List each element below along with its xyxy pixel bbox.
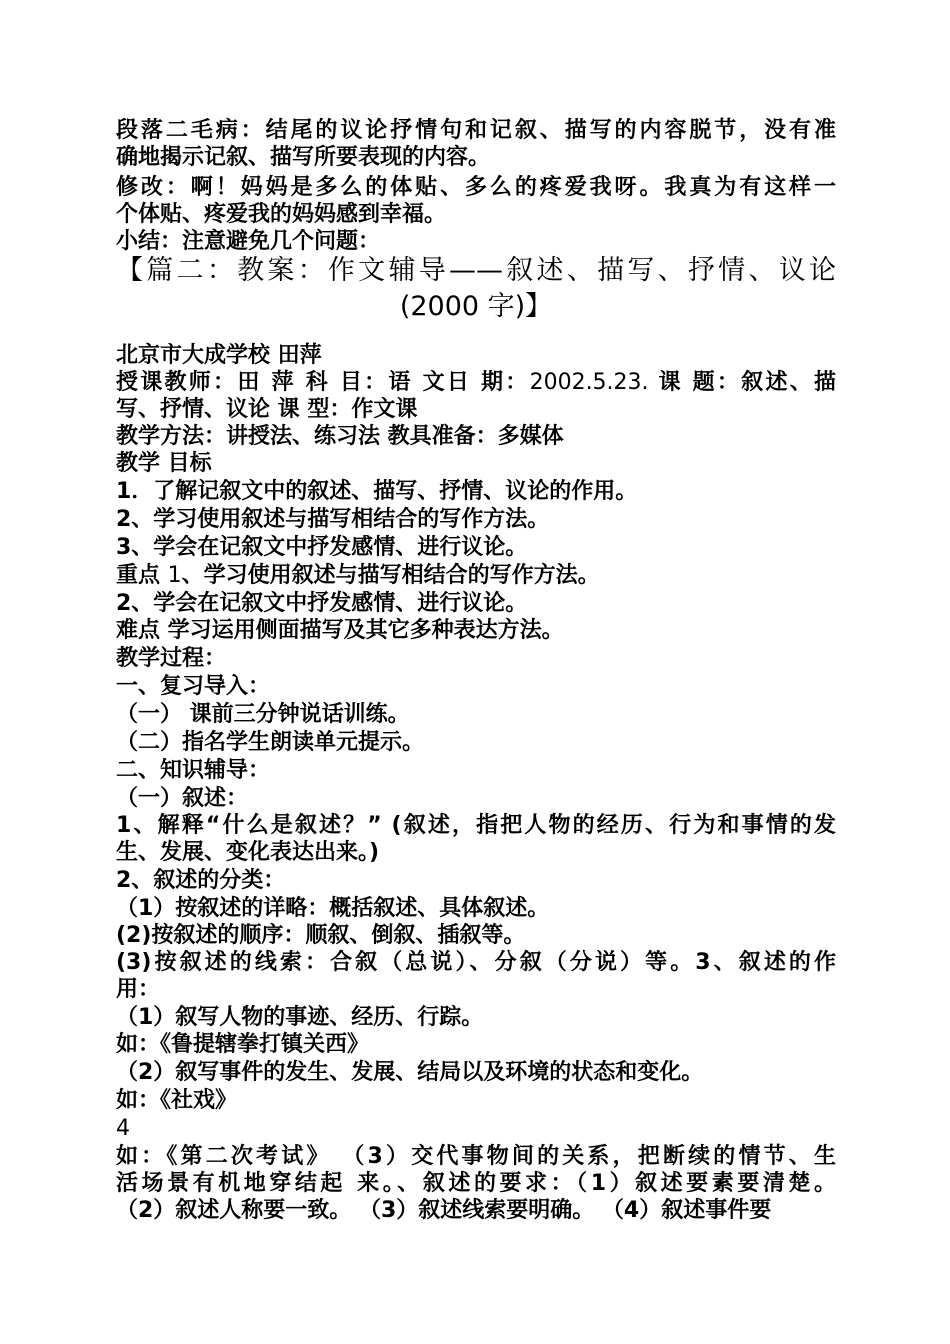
teaching-goal-label: 教学 目标 bbox=[116, 451, 212, 476]
narration-explain-line: 1、解释“什么是叙述？” (叙述，指把人物的经历、行为和事情的发 bbox=[116, 813, 836, 838]
lesson-info-part2: 课 题：叙述、描 bbox=[648, 370, 836, 395]
section-review: 一、复习导入： bbox=[116, 674, 271, 699]
key-point-2: 2、学会在记叙文中抒发感情、进行议论。 bbox=[116, 591, 528, 616]
section-heading-cont: (2000 字)】 bbox=[399, 291, 553, 322]
example-item-3-cont: 活场景有机地穿结起 来。、叙述的要求：（1）叙述要素要清楚。 bbox=[116, 1171, 836, 1196]
goal-item-1: 1．了解记叙文中的叙述、描写、抒情、议论的作用。 bbox=[116, 479, 638, 504]
narration-classify: 2、叙述的分类： bbox=[116, 868, 286, 893]
process-label: 教学过程： bbox=[116, 646, 227, 671]
lesson-info-line-cont: 写、抒情、议论 课 型：作文课 bbox=[116, 397, 418, 422]
use-item-1: （1）叙写人物的事迹、经历、行踪。 bbox=[116, 1005, 484, 1030]
lesson-date: 2002.5.23. bbox=[529, 370, 649, 395]
lesson-info-part1: 授课教师：田 萍 科 目：语 文日 期： bbox=[116, 370, 530, 395]
key-point-line bbox=[116, 562, 836, 589]
section-heading: 【篇二：教案：作文辅导——叙述、描写、抒情、议论 bbox=[116, 255, 836, 286]
teaching-methods-line: 教学方法：讲授法、练习法 教具准备：多媒体 bbox=[116, 424, 564, 449]
school-author-line: 北京市大成学校 田萍 bbox=[116, 343, 322, 368]
example-item-3: 如：《第二次考试》 （3）交代事物间的关系，把断续的情节、生 bbox=[116, 1144, 836, 1169]
text-line-revision-cont: 个体贴、疼爱我的妈妈感到幸福。 bbox=[116, 202, 447, 227]
section-knowledge: 二、知识辅导： bbox=[116, 758, 271, 783]
example-item-1: 如：《鲁提辖拳打镇关西》 bbox=[116, 1032, 370, 1057]
classify-item-3-cont: 用： bbox=[116, 977, 161, 1002]
page-marker: 4 bbox=[116, 1116, 130, 1141]
knowledge-item-narration: （一）叙述： bbox=[116, 786, 249, 811]
classify-item-3: (3)按叙述的线索：合叙（总说）、分叙（分说）等。3、叙述的作 bbox=[116, 950, 836, 975]
key-point-number: 1 bbox=[167, 563, 182, 588]
requirements-line: （2）叙述人称要一致。 （3）叙述线索要明确。 （4）叙述事件要 bbox=[116, 1198, 772, 1223]
key-point-label: 重点 bbox=[116, 563, 168, 588]
key-point-text: 、学习使用叙述与描写相结合的写作方法。 bbox=[181, 563, 600, 588]
text-line-fault-2: 段落二毛病：结尾的议论抒情句和记叙、描写的内容脱节，没有准 bbox=[116, 118, 836, 143]
example-item-2: 如：《社戏》 bbox=[116, 1088, 238, 1113]
review-item-2: （二）指名学生朗读单元提示。 bbox=[116, 730, 425, 755]
classify-item-1: （1）按叙述的详略：概括叙述、具体叙述。 bbox=[116, 896, 550, 921]
text-line-revision: 修改：啊！妈妈是多么的体贴、多么的疼爱我呀。我真为有这样一 bbox=[116, 175, 836, 200]
narration-explain-cont: 生、发展、变化表达出来。) bbox=[116, 840, 380, 865]
use-item-2: （2）叙写事件的发生、发展、结局以及环境的状态和变化。 bbox=[116, 1060, 704, 1085]
goal-item-2: 2、学习使用叙述与描写相结合的写作方法。 bbox=[116, 507, 550, 532]
difficulty-line: 难点 学习运用侧面描写及其它多种表达方法。 bbox=[116, 618, 564, 643]
text-line-fault-2-cont: 确地揭示记叙、描写所要表现的内容。 bbox=[116, 145, 491, 170]
goal-item-3: 3、学会在记叙文中抒发感情、进行议论。 bbox=[116, 535, 528, 560]
text-line-summary: 小结：注意避免几个问题： bbox=[116, 229, 381, 254]
lesson-info-line bbox=[116, 369, 836, 396]
review-item-1: （一） 课前三分钟说话训练。 bbox=[116, 702, 410, 727]
classify-item-2: (2)按叙述的顺序：顺叙、倒叙、插叙等。 bbox=[116, 923, 526, 948]
